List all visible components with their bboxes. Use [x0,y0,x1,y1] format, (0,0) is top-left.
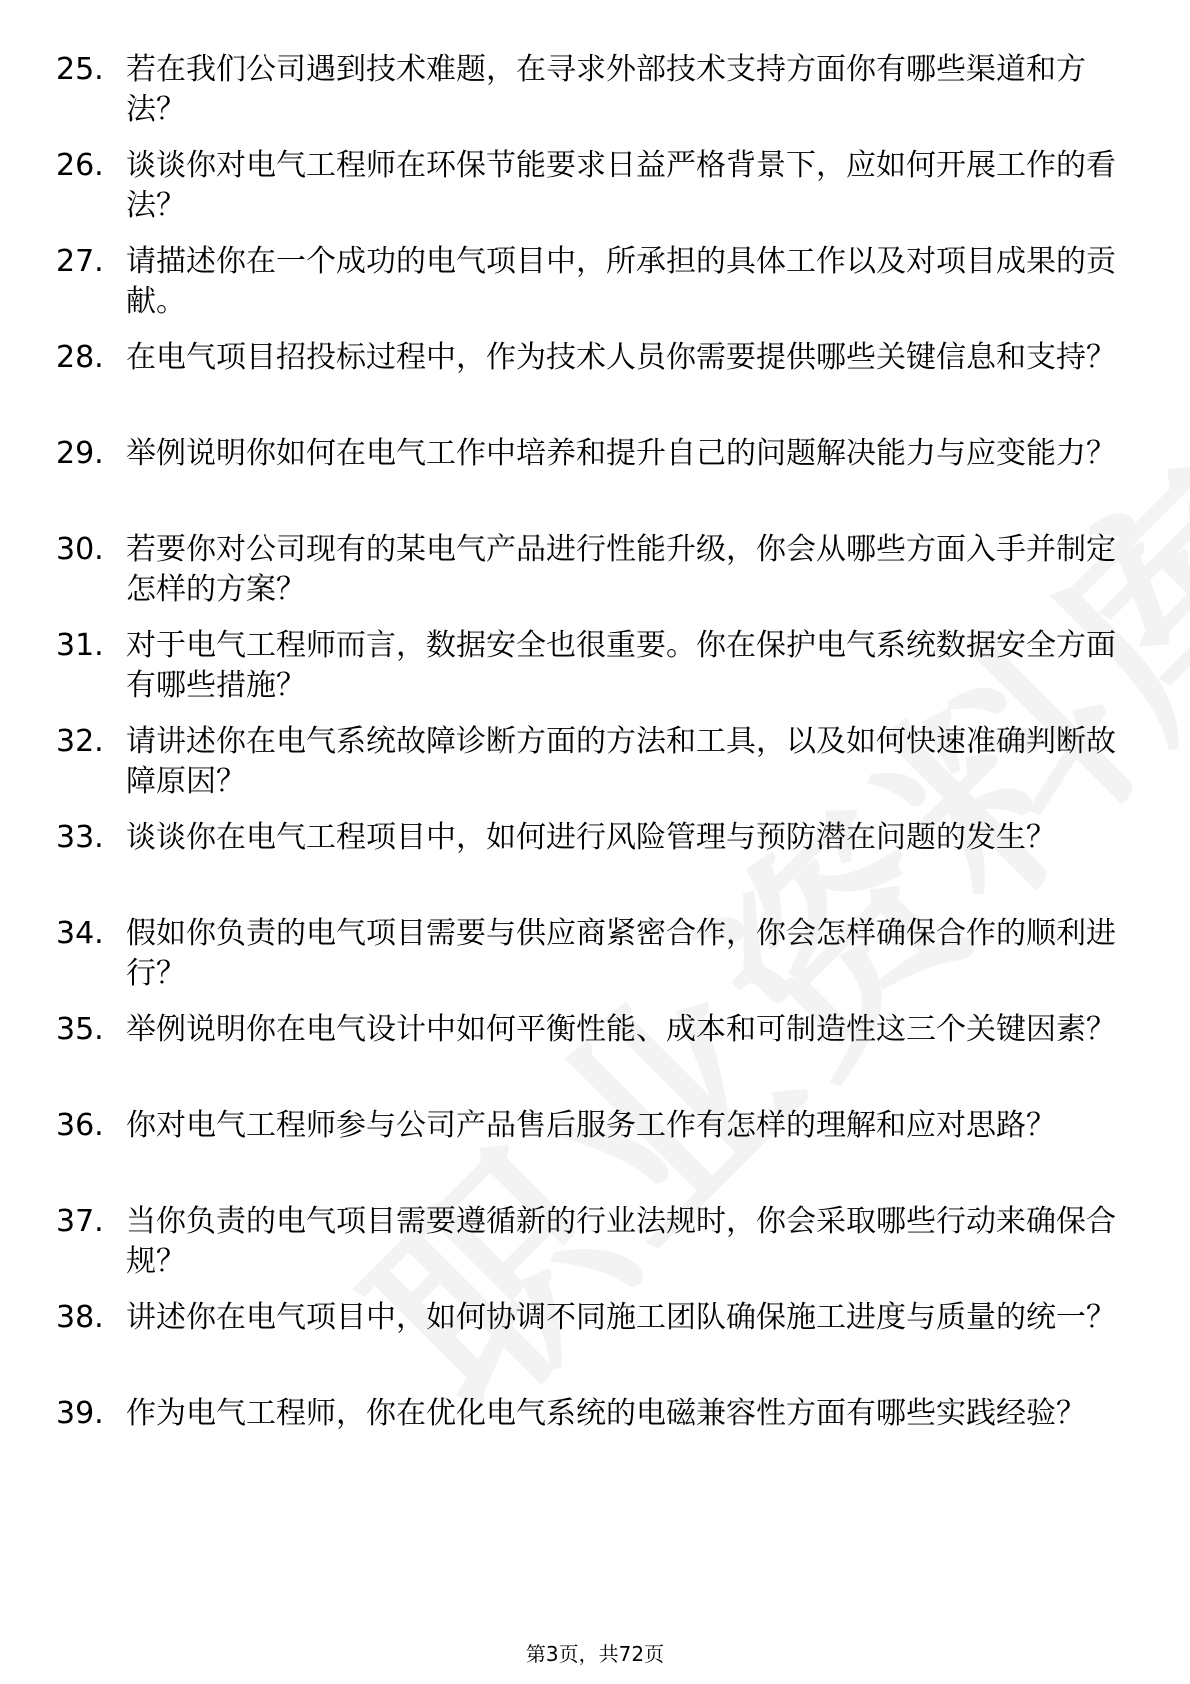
question-text: 你对电气工程师参与公司产品售后服务工作有怎样的理解和应对思路？ [126,1108,1056,1143]
question-item [0,146,1190,226]
question-number: 39. [56,1396,104,1431]
question-item [0,338,1190,418]
question-item [0,722,1190,802]
question-item [0,914,1190,994]
question-number: 30. [56,532,104,567]
question-number: 34. [56,916,104,951]
question-text: 当你负责的电气项目需要遵循新的行业法规时，你会采取哪些行动来确保合规？ [126,1204,1116,1279]
question-text: 举例说明你在电气设计中如何平衡性能、成本和可制造性这三个关键因素？ [126,1012,1116,1047]
question-text: 假如你负责的电气项目需要与供应商紧密合作，你会怎样确保合作的顺利进行？ [126,916,1116,991]
question-text: 谈谈你对电气工程师在环保节能要求日益严格背景下，应如何开展工作的看法？ [126,148,1116,223]
question-text: 若在我们公司遇到技术难题，在寻求外部技术支持方面你有哪些渠道和方法？ [126,52,1086,127]
question-text: 请描述你在一个成功的电气项目中，所承担的具体工作以及对项目成果的贡献。 [126,244,1116,319]
question-number: 25. [56,52,104,87]
question-text: 在电气项目招投标过程中，作为技术人员你需要提供哪些关键信息和支持？ [126,340,1116,375]
question-number: 29. [56,436,104,471]
question-number: 37. [56,1204,104,1239]
question-number: 32. [56,724,104,759]
question-item [0,818,1190,898]
question-text: 谈谈你在电气工程项目中，如何进行风险管理与预防潜在问题的发生？ [126,820,1056,855]
question-number: 36. [56,1108,104,1143]
question-text: 讲述你在电气项目中，如何协调不同施工团队确保施工进度与质量的统一？ [126,1300,1116,1335]
question-item [0,1202,1190,1282]
question-number: 28. [56,340,104,375]
question-number: 27. [56,244,104,279]
question-item [0,1010,1190,1090]
question-item [0,626,1190,706]
question-number: 33. [56,820,104,855]
question-text: 若要你对公司现有的某电气产品进行性能升级，你会从哪些方面入手并制定怎样的方案？ [126,532,1116,607]
question-item [0,1394,1190,1474]
question-number: 38. [56,1300,104,1335]
question-text: 对于电气工程师而言，数据安全也很重要。你在保护电气系统数据安全方面有哪些措施？ [126,628,1116,703]
question-item [0,1298,1190,1378]
question-number: 35. [56,1012,104,1047]
question-number: 31. [56,628,104,663]
question-item [0,530,1190,610]
question-number: 26. [56,148,104,183]
question-text: 举例说明你如何在电气工作中培养和提升自己的问题解决能力与应变能力？ [126,436,1116,471]
question-text: 请讲述你在电气系统故障诊断方面的方法和工具，以及如何快速准确判断故障原因？ [126,724,1116,799]
question-text: 作为电气工程师，你在优化电气系统的电磁兼容性方面有哪些实践经验？ [126,1396,1086,1431]
page-number-footer: 第3页，共72页 [525,1642,665,1666]
question-item [0,1106,1190,1186]
question-item [0,434,1190,514]
question-item [0,242,1190,322]
question-item [0,50,1190,130]
